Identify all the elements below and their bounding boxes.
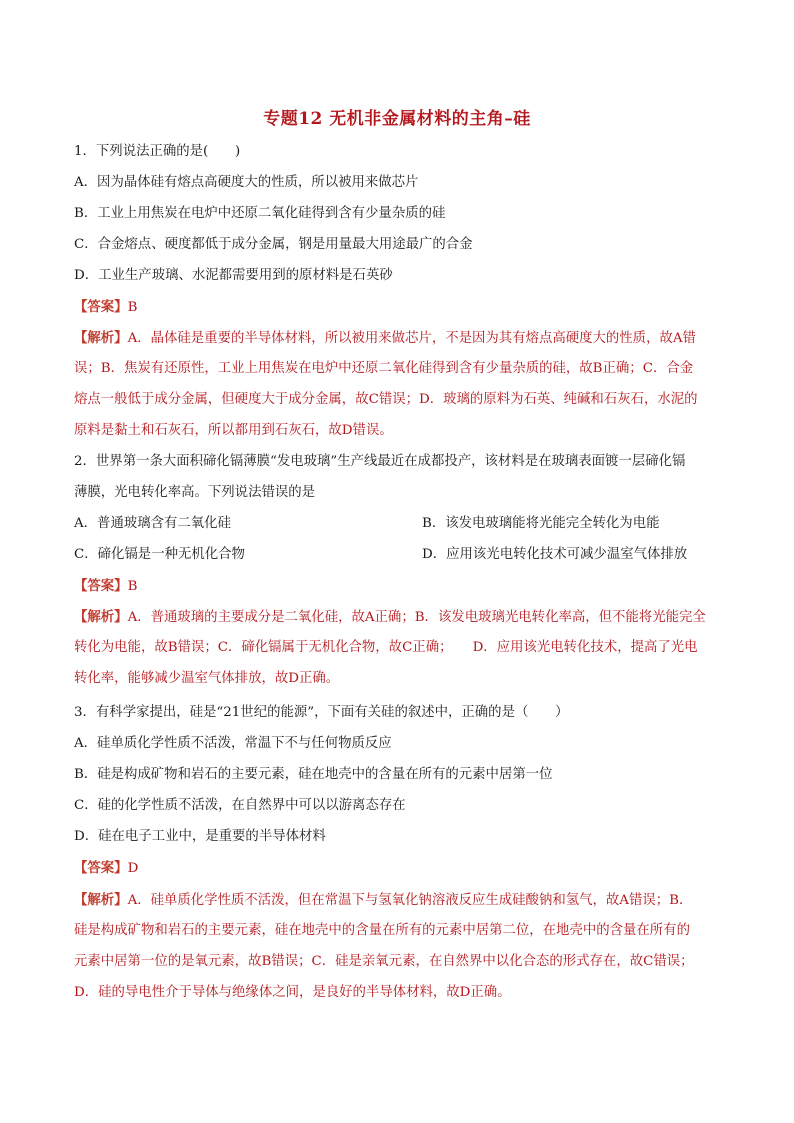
- q3-analysis-line-3: 元素中居第一位的是氧元素，故B错误；C．硅是亲氧元素，在自然界中以化合态的形式存在，故C错误；: [74, 954, 694, 969]
- q2-answer: [74, 576, 724, 597]
- answer-tag: 【答案】: [74, 860, 128, 876]
- q1-analysis-text-1: A．晶体硅是重要的半导体材料，所以被用来做芯片，不是因为其有熔点高硬度大的性质，故A错: [127, 331, 696, 346]
- q3-answer: [74, 858, 724, 879]
- q2-option-b: B．该发电玻璃能将光能完全转化为电能: [422, 516, 660, 531]
- q2-options-row-2: [74, 545, 724, 565]
- q2-stem-line-2: 薄膜，光电转化率高。下列说法错误的是: [74, 485, 316, 500]
- q2-analysis-text-1: A．普通玻璃的主要成分是二氧化硅，故A正确；B．该发电玻璃光电转化率高，但不能将光能完全: [127, 610, 706, 625]
- q2-option-d: D．应用该光电转化技术可减少温室气体排放: [422, 547, 688, 562]
- q1-answer-value: B: [127, 300, 138, 315]
- q1-answer: [74, 297, 724, 318]
- q1-analysis-line-2: 误；B．焦炭有还原性，工业上用焦炭在电炉中还原二氧化硅得到含有少量杂质的硅，故B正确；C．合金: [74, 361, 694, 376]
- q3-analysis-line-4: D．硅的导电性介于导体与绝缘体之间，是良好的半导体材料，故D正确。: [74, 985, 511, 1000]
- q2-option-c: C．碲化镉是一种无机化合物: [74, 547, 245, 562]
- q2-options-row-1: [74, 514, 724, 534]
- q1-analysis-line-3: 熔点一般低于成分金属，但硬度大于成分金属，故C错误；D．玻璃的原料为石英、纯碱和石灰石，水泥的: [74, 392, 698, 407]
- q3-stem: 3．有科学家提出，硅是“21世纪的能源”，下面有关硅的叙述中，正确的是（ ）: [74, 705, 569, 720]
- analysis-tag: 【解析】: [74, 330, 128, 346]
- q1-option-d: D．工业生产玻璃、水泥都需要用到的原材料是石英砂: [74, 268, 393, 283]
- q3-analysis-text-1: A．硅单质化学性质不活泼，但在常温下与氢氧化钠溶液反应生成硅酸钠和氢气，故A错误；B．: [127, 893, 693, 908]
- q3-option-b: B．硅是构成矿物和岩石的主要元素，硅在地壳中的含量在所有的元素中居第一位: [74, 767, 553, 782]
- q1-option-a: A．因为晶体硅有熔点高硬度大的性质，所以被用来做芯片: [74, 175, 419, 190]
- page-title: 专题12 无机非金属材料的主角–硅: [263, 109, 531, 129]
- q1-analysis-line-4: 原料是黏土和石灰石，所以都用到石灰石，故D错误。: [74, 423, 393, 438]
- q1-option-c: C．合金熔点、硬度都低于成分金属，钢是用量最大用途最广的合金: [74, 237, 473, 252]
- q1-analysis-line-1: [74, 328, 724, 349]
- answer-tag: 【答案】: [74, 578, 128, 594]
- q3-analysis-line-1: [74, 890, 724, 911]
- q1-option-b: B．工业上用焦炭在电炉中还原二氧化硅得到含有少量杂质的硅: [74, 206, 446, 221]
- q1-stem: 1．下列说法正确的是( ): [74, 144, 241, 159]
- q3-option-c: C．硅的化学性质不活泼，在自然界中可以以游离态存在: [74, 798, 406, 813]
- q2-stem-line-1: 2．世界第一条大面积碲化镉薄膜“发电玻璃”生产线最近在成都投产，该材料是在玻璃表面镀一层碲化镉: [74, 454, 686, 469]
- q3-option-d: D．硅在电子工业中，是重要的半导体材料: [74, 829, 326, 844]
- q2-analysis-line-3: 转化率，能够减少温室气体排放，故D正确。: [74, 671, 340, 686]
- q2-option-a: A．普通玻璃含有二氧化硅: [74, 516, 231, 531]
- q3-option-a: A．硅单质化学性质不活泼，常温下不与任何物质反应: [74, 736, 392, 751]
- answer-tag: 【答案】: [74, 299, 128, 315]
- q3-answer-value: D: [127, 861, 139, 876]
- q2-analysis-line-1: [74, 607, 724, 628]
- analysis-tag: 【解析】: [74, 609, 128, 625]
- q2-analysis-line-2: 转化为电能，故B错误；C．碲化镉属于无机化合物，故C正确； D．应用该光电转化技术，提高了光电: [74, 640, 698, 655]
- q2-answer-value: B: [127, 579, 138, 594]
- analysis-tag: 【解析】: [74, 892, 128, 908]
- q3-analysis-line-2: 硅是构成矿物和岩石的主要元素，硅在地壳中的含量在所有的元素中居第二位，在地壳中的含量在所有的: [74, 923, 690, 938]
